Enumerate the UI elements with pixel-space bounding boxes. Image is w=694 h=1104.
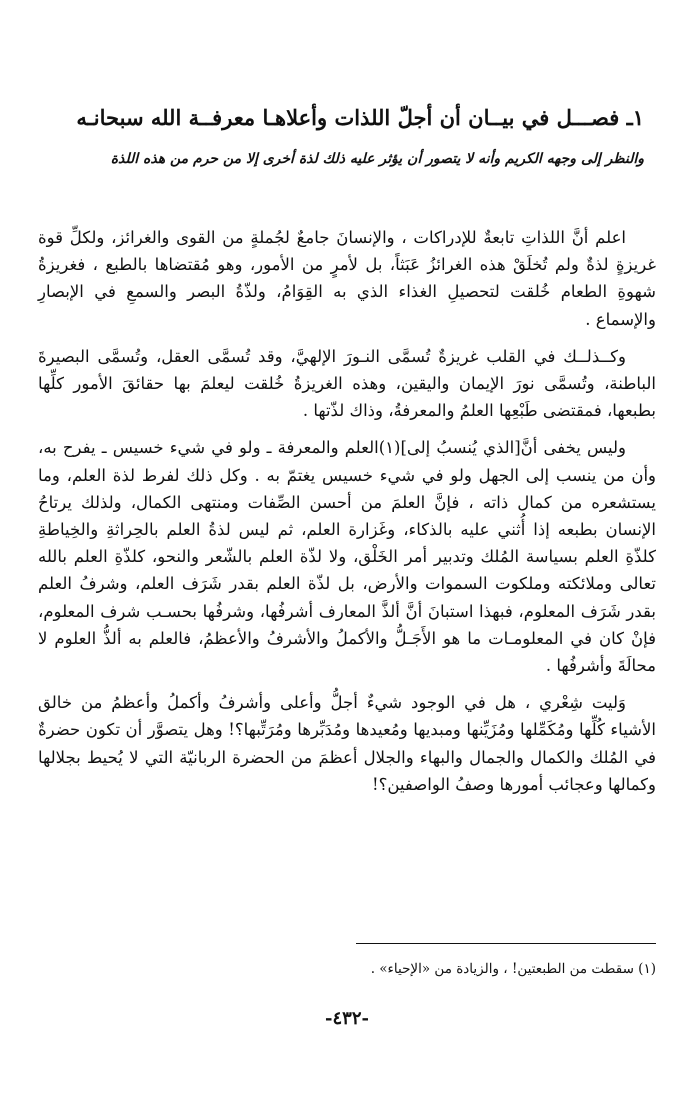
paragraph: اعلم أنَّ اللذاتِ تابعةٌ للإدراكات ، والإنسانَ جامعٌ لجُملةٍ من القوى والغرائز، ولكلِّ قوة غريزةٍ لذةٌ ولم تُخلَقْ هذه الغرائزُ عَبَثاً، بل لأمرٍ من الأمور، وهو مُقتضاها بالطبع ، فغريزةُ شهوةِ الطعام خُلقت لتحصيلِ الغذاء الذي به القِوَامُ، ولذّةُ البصر والسمعِ في الإبصارِ والإسماع .: [38, 228, 656, 329]
paragraph: وكــذلــك في القلب غريزةٌ تُسمَّى النـورَ الإلهيَّ، وقد تُسمَّى العقل، وتُسمَّى البصيرةَ الباطنة، وتُسمَّى نورَ الإيمان واليقين، وهذه الغريزةُ خُلقت ليعلمَ بها حقائقَ الأمور كلِّها بطبعها، فمقتضى طَبْعِها العلمُ والمعرفةُ، وذاك لذّتها .: [38, 346, 656, 421]
paragraph: وليس يخفى أنَّ[الذي يُنسبُ إلى](١)العلم والمعرفة ـ ولو في شيء خسيس ـ يفرح به، وأن من ينسب إلى الجهل ولو في شيء خسيس يغتمّ به . وكل ذلك لفرط لذة العلم، وما يستشعره من كمال ذاته ، فإنَّ العلمَ من أحسن الصِّفات ومنتهى الكمال، ولذلك يرتاحُ الإنسان بطبعه إذا أُثني عليه بالذكاء، وغَزارة العلم، ثم ليس لذةُ العلم بالحِراثةِ والخِياطةِ كلذّةِ العلم بسياسة المُلك وتدبير أمر الخَلْق، ولا لذّة العلم بالشّعر والنحو، كلذّةِ العلم بالله تعالى وملائكته وملكوت السموات والأرض، بل لذّة العلم بقدر شَرَف العلم، وشرفُ العلم بقدر شَرَف المعلوم، فبهذا استبانَ أنَّ ألذَّ المعارف أشرفُها، وشرفُها بحسـب شرف المعلوم، فإنْ كان في المعلومـات ما هو الأَجَـلُّ والأكملُ والأشرفُ والأعظمُ، فالعلم به ألذُّ العلوم لا محالَةَ وأشرفُها .: [38, 438, 656, 676]
body-text: [38, 224, 656, 808]
section-subtitle: والنظر إلى وجهه الكريم وأنه لا يتصور أن يؤثر عليه ذلك لذة أخرى إلا من حرم من هذه اللذة: [110, 151, 644, 167]
section-title: ١ـ فصـــل في بيــان أن أجلّ اللذات وأعلاهـا معرفــة الله سبحانـه: [76, 105, 644, 130]
footnote-divider: [356, 943, 656, 944]
page-number: -٤٣٢-: [325, 1008, 369, 1029]
paragraph: وَليت شِعْري ، هل في الوجود شيءٌ أجلُّ وأعلى وأشرفُ وأكملُ وأعظمُ من خالق الأشياء كُلِّها ومُكَمِّلها ومُزَيِّنها ومبديها ومُعيدها ومُدَبِّرها ومُرَتِّبها؟! وهل يتصوَّر أن تكون حضرةٌ في المُلك والكمال والجمال والبهاء والجلال أعظمَ من الحضرة الربانيّة التي لا يُحيط بجلالها وكمالها وعجائب أمورها وصفُ الواصفين؟!: [38, 693, 656, 794]
footnote: (١) سقطت من الطبعتين! ، والزيادة من «الإحياء» .: [370, 961, 656, 977]
